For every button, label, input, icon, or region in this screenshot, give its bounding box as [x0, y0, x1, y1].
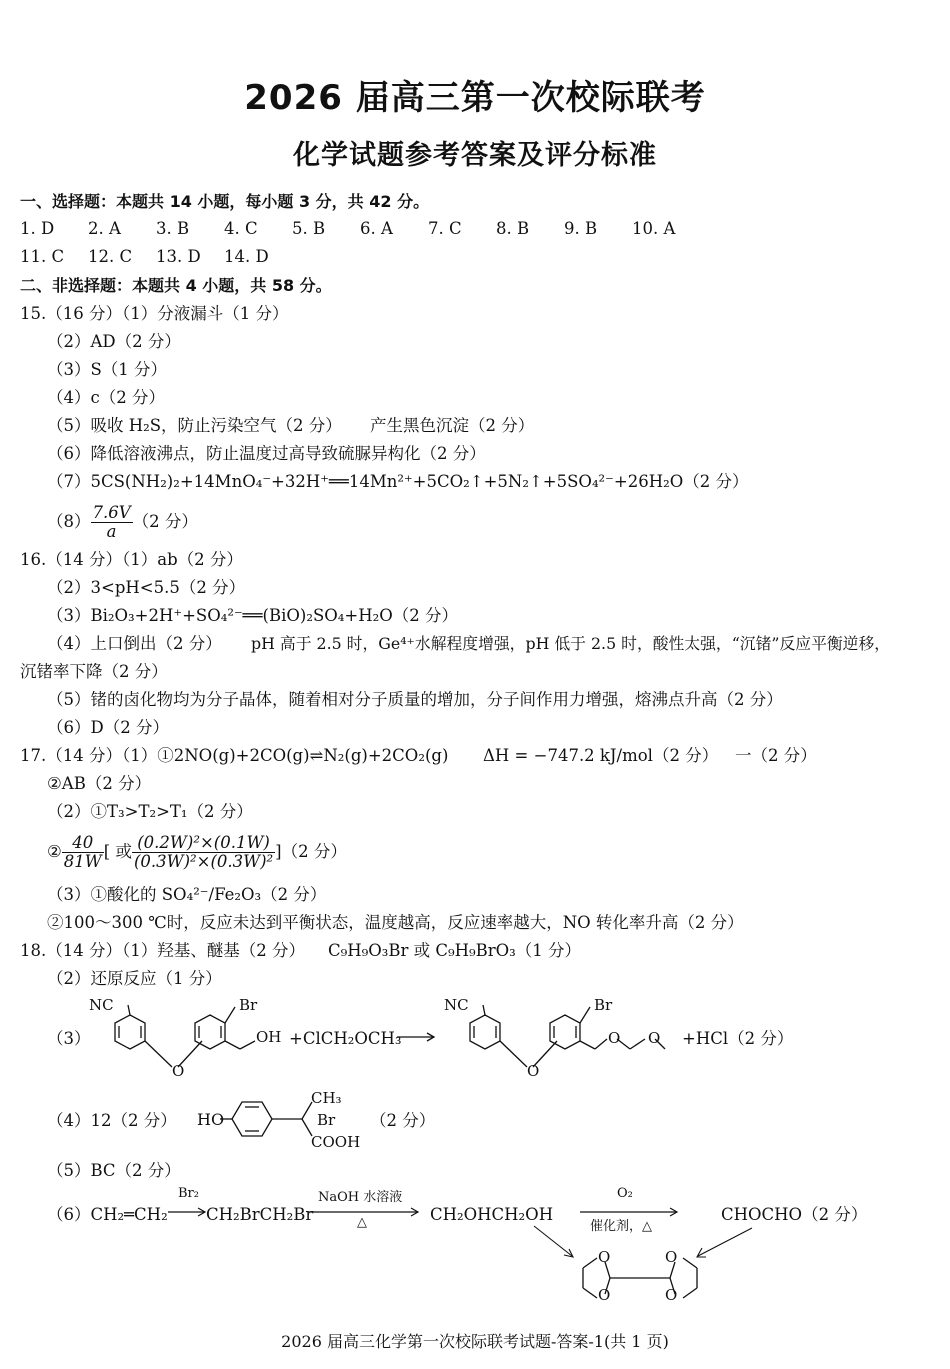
ether-oxygen-label: O — [648, 1029, 661, 1047]
route-reagent: O₂ — [617, 1186, 633, 1201]
route-condition: △ — [357, 1215, 367, 1230]
route-intermediate: CH₂BrCH₂Br — [206, 1205, 314, 1224]
route-product: CHOCHO（2 分） — [721, 1205, 868, 1224]
q16-line: （2）3<pH<5.5（2 分） — [47, 578, 246, 597]
fraction-numerator: 40 — [62, 834, 104, 853]
q16-equation: （3）Bi₂O₃+2H⁺+SO₄²⁻══(BiO)₂SO₄+H₂O（2 分） — [47, 606, 459, 625]
q15-line: （4）c（2 分） — [47, 388, 165, 407]
nitrile-label: NC — [89, 996, 114, 1014]
q17-equation: 17.（14 分）（1）①2NO(g)+2CO(g)⇌N₂(g)+2CO₂(g) — [20, 746, 449, 765]
q15-8-score: （2 分） — [132, 512, 198, 531]
section2-heading: 二、非选择题：本题共 4 小题，共 58 分。 — [20, 276, 332, 295]
fraction-numerator: (0.2W)²×(0.1W) — [132, 834, 275, 853]
q16-line: pH 高于 2.5 时，Ge⁴⁺水解程度增强，pH 低于 2.5 时，酸性太强，“沉锗”反应平衡逆移， — [251, 634, 891, 653]
q15-line-8 — [47, 502, 198, 542]
q16-line: 沉锗率下降（2 分） — [20, 662, 168, 681]
q15-8-fraction — [91, 504, 133, 541]
q16-line: 16.（14 分）（1）ab（2 分） — [20, 550, 243, 569]
hydroxyl-label: OH — [256, 1028, 282, 1046]
q15-line: （6）降低溶液沸点，防止温度过高导致硫脲异构化（2 分） — [47, 444, 486, 463]
q17-line-k — [47, 832, 347, 872]
q15-line: 产生黑色沉淀（2 分） — [370, 416, 535, 435]
fraction-denominator: 81W — [63, 852, 102, 871]
q17-line: ②AB（2 分） — [47, 774, 152, 793]
q15-line: （3）S（1 分） — [47, 360, 168, 379]
mc-answer: 3. B — [156, 219, 190, 238]
mc-answer: 7. C — [428, 219, 462, 238]
q17-line: ②100～300 ℃时，反应未达到平衡状态，温度越高，反应速率越大，NO 转化率升高（2 分） — [47, 913, 744, 932]
route-arrow — [168, 1205, 208, 1219]
q18-line: （2）还原反应（1 分） — [47, 969, 222, 988]
ether-oxygen-label: O — [172, 1062, 185, 1080]
ether-oxygen-label: O — [608, 1029, 621, 1047]
exam-title: 2026 届高三第一次校际联考 — [244, 78, 706, 118]
mc-answer: 12. C — [88, 247, 133, 266]
mc-answer: 11. C — [20, 247, 65, 266]
route-reagent: NaOH 水溶液 — [318, 1190, 403, 1205]
fraction-denominator: (0.3W)²×(0.3W)² — [133, 852, 274, 871]
mc-answer: 8. B — [496, 219, 530, 238]
q17-k-fraction-alt — [132, 834, 275, 871]
mc-answer: 6. A — [360, 219, 393, 238]
q17-k-prefix: ② — [47, 842, 62, 861]
hydroxy-label: HO — [197, 1110, 225, 1129]
acetal-bonds — [575, 1248, 705, 1308]
mc-answer: 2. A — [88, 219, 121, 238]
isomer-bonds — [220, 1094, 320, 1144]
ring-oxygen-label: O — [598, 1248, 611, 1266]
q15-equation: （7）5CS(NH₂)₂+14MnO₄⁻+32H⁺══14Mn²⁺+5CO₂↑+5N₂↑+5SO₄²⁻+26H₂O（2 分） — [47, 472, 749, 491]
q16-line: （6）D（2 分） — [47, 718, 169, 737]
product-structure — [465, 995, 675, 1080]
q17-enthalpy: ΔH = −747.2 kJ/mol（2 分） — [483, 746, 719, 765]
fraction-numerator: 7.6V — [92, 503, 131, 522]
section1-heading: 一、选择题：本题共 14 小题，每小题 3 分，共 42 分。 — [20, 192, 430, 211]
q15-8-prefix: （8） — [47, 512, 91, 531]
q17-k-or: [ 或 — [103, 842, 132, 861]
q18-line: （5）BC（2 分） — [47, 1161, 181, 1180]
route-condition: 催化剂，△ — [590, 1219, 652, 1234]
q18-3-label: （3） — [47, 1029, 91, 1048]
acetal-structure — [575, 1248, 705, 1308]
mc-answer: 13. D — [156, 247, 201, 266]
mc-answer: 4. C — [224, 219, 258, 238]
answer-key-subtitle: 化学试题参考答案及评分标准 — [293, 140, 657, 171]
q18-formula: C₉H₉O₃Br 或 C₉H₉BrO₃（1 分） — [328, 941, 582, 960]
q17-line: 一（2 分） — [735, 746, 817, 765]
ring-oxygen-label: O — [665, 1286, 678, 1304]
nitrile-label: NC — [444, 996, 469, 1014]
q17-line: （2）①T₃>T₂>T₁（2 分） — [47, 802, 253, 821]
mc-answer: 10. A — [632, 219, 676, 238]
q17-line: （3）①酸化的 SO₄²⁻/Fe₂O₃（2 分） — [47, 885, 327, 904]
q15-line: 15.（16 分）（1）分液漏斗（1 分） — [20, 304, 289, 323]
ring-oxygen-label: O — [598, 1286, 611, 1304]
q18-3-reagent: +ClCH₂OCH₃ — [289, 1029, 402, 1048]
q16-line: （5）锗的卤化物均为分子晶体，随着相对分子质量的增加，分子间作用力增强，熔沸点升高（2 分） — [47, 690, 783, 709]
mc-answer: 1. D — [20, 219, 55, 238]
q18-3-byproduct: +HCl（2 分） — [682, 1029, 794, 1048]
product-bonds — [465, 995, 675, 1080]
fraction-denominator: a — [106, 522, 117, 541]
mc-answer: 5. B — [292, 219, 326, 238]
mc-answer: 14. D — [224, 247, 269, 266]
isomer-structure — [220, 1094, 320, 1144]
q15-line: （2）AD（2 分） — [47, 332, 181, 351]
q16-line: （4）上口倒出（2 分） — [47, 634, 222, 653]
methyl-label: CH₃ — [311, 1089, 342, 1107]
page-footer: 2026 届高三化学第一次校际联考试题-答案-1(共 1 页) — [281, 1332, 669, 1351]
route-start: （6）CH₂═CH₂ — [47, 1205, 168, 1224]
q18-line: （4）12（2 分） — [47, 1111, 177, 1130]
q17-k-fraction — [62, 834, 104, 871]
q18-line: 18.（14 分）（1）羟基、醚基（2 分） — [20, 941, 305, 960]
reaction-arrow — [397, 1030, 437, 1044]
ring-oxygen-label: O — [665, 1248, 678, 1266]
ether-oxygen-label: O — [527, 1062, 540, 1080]
carboxyl-label: COOH — [311, 1133, 361, 1151]
route-reagent: Br₂ — [178, 1186, 199, 1201]
bromo-label: Br — [239, 996, 258, 1014]
q18-4-score: （2 分） — [370, 1111, 436, 1130]
q17-k-score: ]（2 分） — [275, 842, 347, 861]
route-intermediate: CH₂OHCH₂OH — [430, 1205, 554, 1224]
bromo-label: Br — [594, 996, 613, 1014]
bromo-label: Br — [317, 1111, 336, 1129]
q15-line: （5）吸收 H₂S，防止污染空气（2 分） — [47, 416, 342, 435]
mc-answer: 9. B — [564, 219, 598, 238]
